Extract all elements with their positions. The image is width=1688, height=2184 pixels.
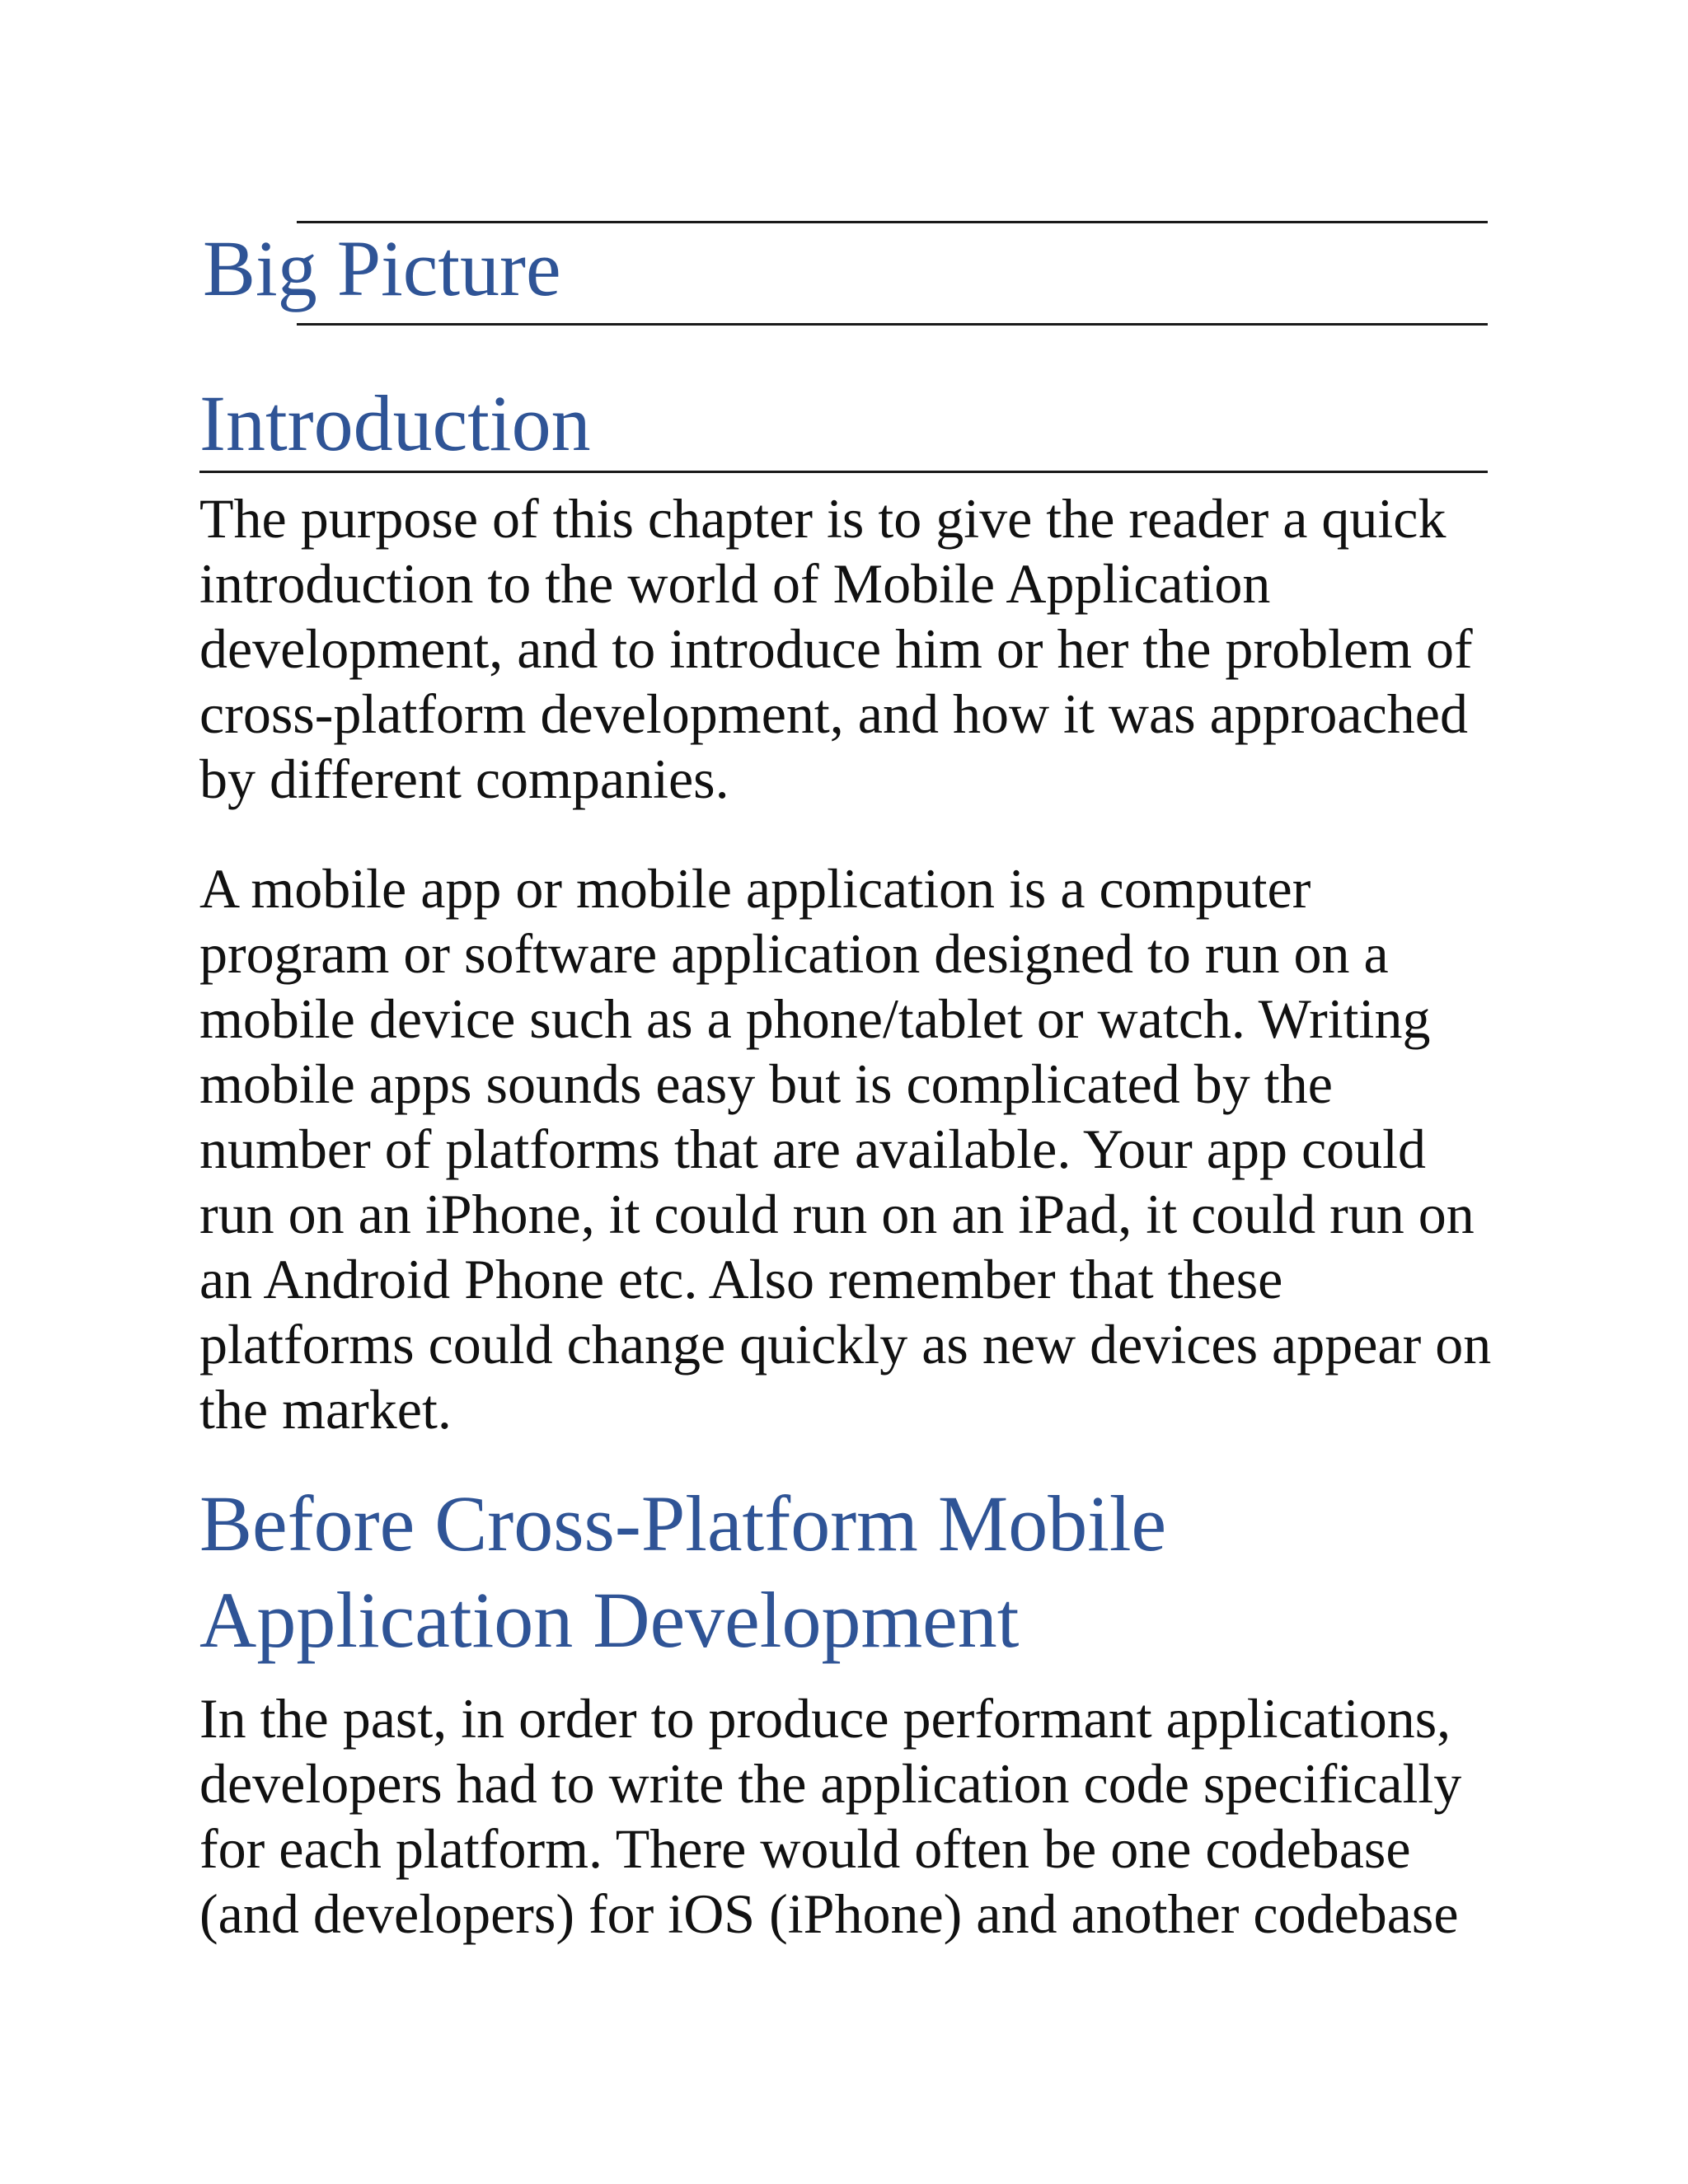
- section-heading-introduction: Introduction: [199, 379, 591, 467]
- text-line: platforms could change quickly as new devices appear on: [199, 1313, 1492, 1376]
- text-line: cross-platform development, and how it was approached: [199, 682, 1468, 745]
- intro-paragraph-1: [199, 486, 1510, 812]
- text-line: (and developers) for iOS (iPhone) and another codebase: [199, 1882, 1459, 1945]
- section-heading-before-cross-platform: [199, 1475, 1166, 1668]
- text-line: introduction to the world of Mobile Application: [199, 552, 1271, 615]
- text-line: program or software application designed to run on a: [199, 922, 1389, 985]
- heading-line: Application Development: [199, 1576, 1020, 1664]
- text-line: development, and to introduce him or her the problem of: [199, 617, 1473, 680]
- chapter-title: Big Picture: [203, 224, 561, 312]
- text-line: mobile apps sounds easy but is complicated by the: [199, 1052, 1333, 1115]
- text-line: A mobile app or mobile application is a computer: [199, 857, 1311, 920]
- text-line: developers had to write the application code specifically: [199, 1752, 1462, 1815]
- text-line: by different companies.: [199, 748, 729, 810]
- text-line: mobile device such as a phone/tablet or watch. Writing: [199, 987, 1431, 1050]
- introduction-underline-rule: [199, 471, 1488, 473]
- text-line: run on an iPhone, it could run on an iPad, it could run on: [199, 1183, 1475, 1245]
- chapter-top-rule: [297, 221, 1488, 223]
- text-line: In the past, in order to produce performant applications,: [199, 1687, 1451, 1750]
- intro-paragraph-2: [199, 856, 1510, 1442]
- text-line: The purpose of this chapter is to give the reader a quick: [199, 487, 1447, 550]
- text-line: for each platform. There would often be one codebase: [199, 1817, 1411, 1880]
- text-line: number of platforms that are available. Your app could: [199, 1118, 1427, 1180]
- text-line: an Android Phone etc. Also remember that these: [199, 1248, 1283, 1310]
- chapter-bottom-rule: [297, 323, 1488, 326]
- heading-line: Before Cross-Platform Mobile: [199, 1479, 1167, 1568]
- text-line: the market.: [199, 1378, 452, 1441]
- before-cross-platform-paragraph: [199, 1686, 1510, 1947]
